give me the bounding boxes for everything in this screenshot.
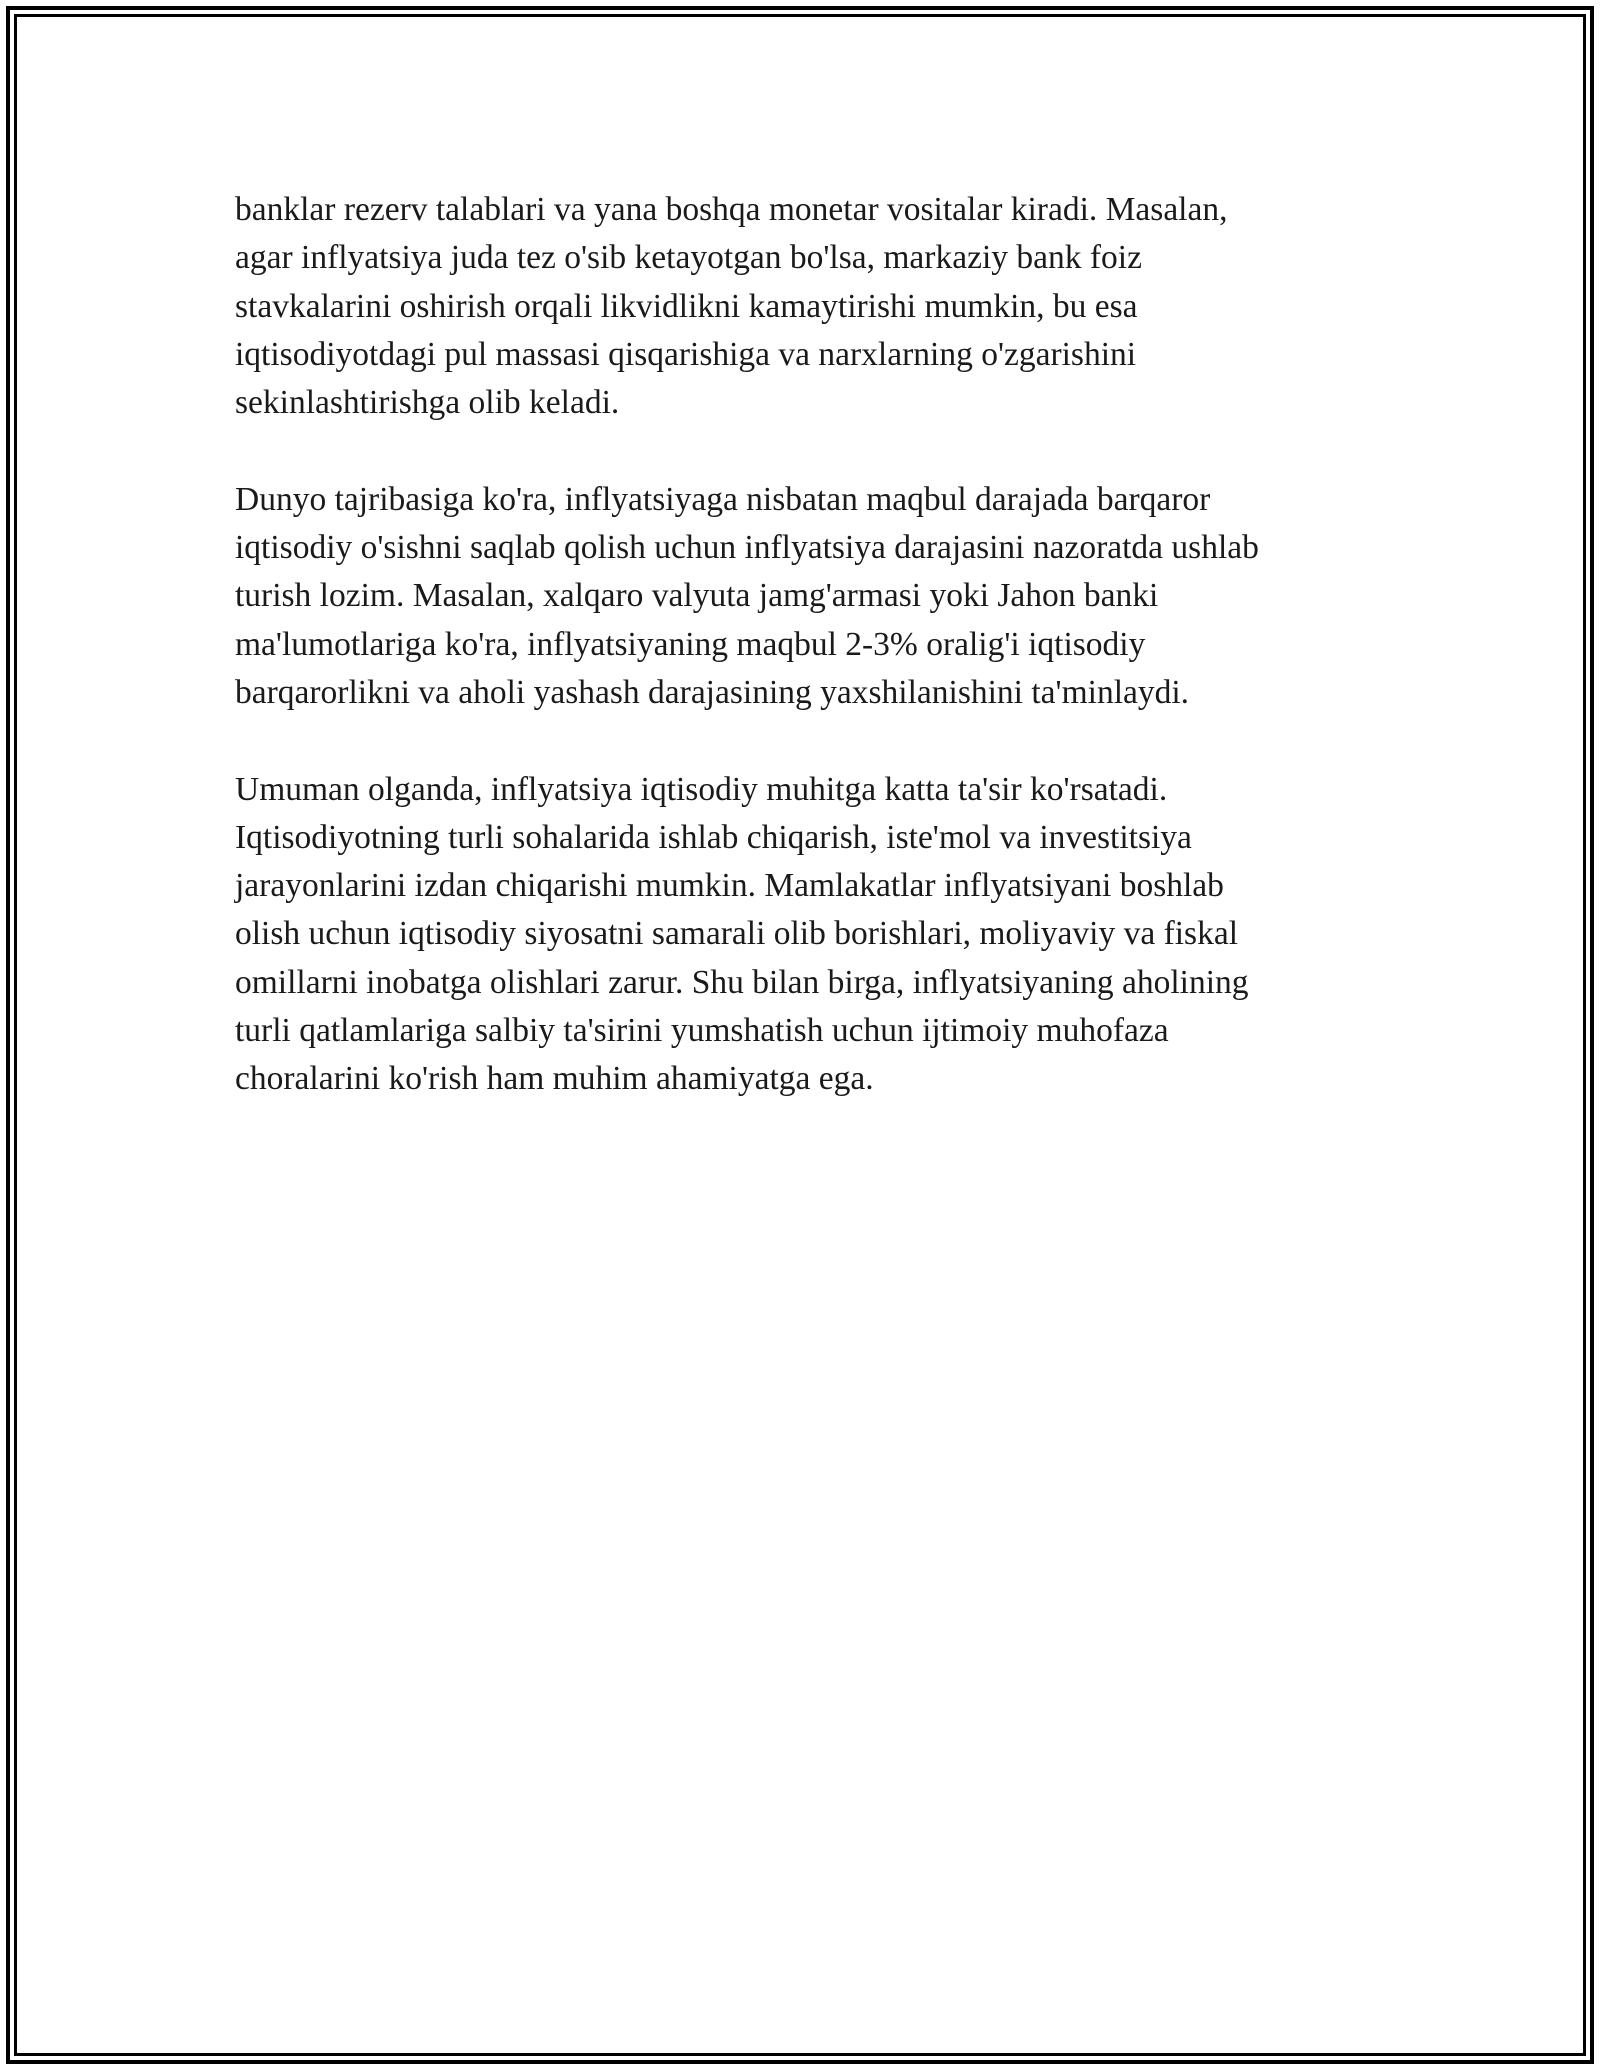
text-line: choralarini ko'rish ham muhim ahamiyatga ega. xyxy=(235,1060,874,1098)
text-line: stavkalarini oshirish orqali likvidlikni kamaytirishi mumkin, bu esa xyxy=(235,287,1138,325)
text-line: agar inflyatsiya juda tez o'sib ketayotgan bo'lsa, markaziy bank foiz xyxy=(235,239,1142,277)
paragraph-world-experience xyxy=(235,476,1385,717)
text-line: Iqtisodiyotning turli sohalarida ishlab chiqarish, iste'mol va investitsiya xyxy=(235,818,1192,856)
text-line: Dunyo tajribasiga ko'ra, inflyatsiyaga nisbatan maqbul darajada barqaror xyxy=(235,480,1211,518)
text-line: omillarni inobatga olishlari zarur. Shu bilan birga, inflyatsiyaning aholining xyxy=(235,963,1249,1001)
paragraph-monetary-tools xyxy=(235,186,1385,427)
paragraph-conclusion xyxy=(235,766,1385,1104)
document-body xyxy=(235,186,1385,1152)
text-line: ma'lumotlariga ko'ra, inflyatsiyaning maqbul 2-3% oralig'i iqtisodiy xyxy=(235,625,1146,663)
text-line: iqtisodiyotdagi pul massasi qisqarishiga va narxlarning o'zgarishini xyxy=(235,335,1137,373)
text-line: olish uchun iqtisodiy siyosatni samarali olib borishlari, moliyaviy va fiskal xyxy=(235,915,1239,953)
text-line: banklar rezerv talablari va yana boshqa monetar vositalar kiradi. Masalan, xyxy=(235,191,1228,228)
text-line: turish lozim. Masalan, xalqaro valyuta jamg'armasi yoki Jahon banki xyxy=(235,577,1159,615)
text-line: turli qatlamlariga salbiy ta'sirini yumshatish uchun ijtimoiy muhofaza xyxy=(235,1012,1169,1050)
text-line: iqtisodiy o'sishni saqlab qolish uchun inflyatsiya darajasini nazoratda ushlab xyxy=(235,529,1259,567)
text-line: sekinlashtirishga olib keladi. xyxy=(235,384,620,422)
text-line: barqarorlikni va aholi yashash darajasining yaxshilanishini ta'minlaydi. xyxy=(235,673,1190,711)
text-line: jarayonlarini izdan chiqarishi mumkin. Mamlakatlar inflyatsiyani boshlab xyxy=(235,867,1224,905)
text-line: Umuman olganda, inflyatsiya iqtisodiy muhitga katta ta'sir ko'rsatadi. xyxy=(235,770,1168,808)
